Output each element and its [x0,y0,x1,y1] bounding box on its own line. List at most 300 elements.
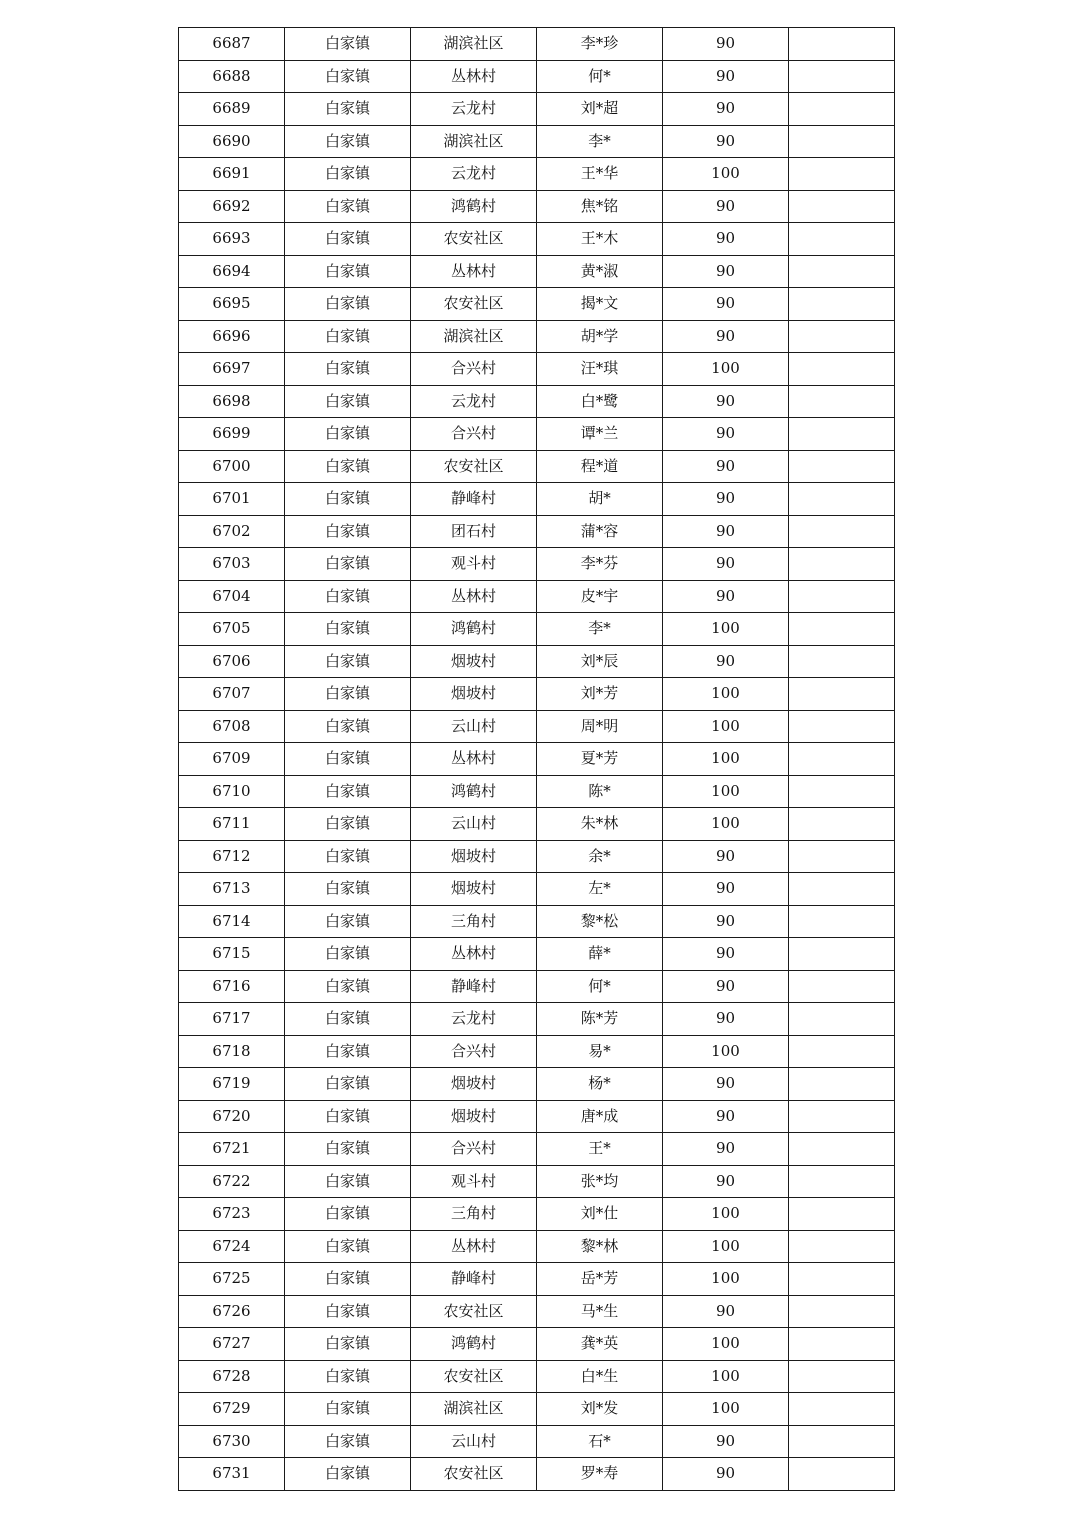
village-cell: 鸿鹤村 [411,190,537,223]
name-cell: 白*生 [537,1360,663,1393]
score-cell: 90 [663,255,789,288]
score-cell: 90 [663,580,789,613]
row-number-cell: 6702 [179,515,285,548]
score-cell: 100 [663,775,789,808]
score-cell: 100 [663,1035,789,1068]
score-cell: 100 [663,1198,789,1231]
remark-cell [789,28,895,61]
name-cell: 李*芬 [537,548,663,581]
town-cell: 白家镇 [285,158,411,191]
name-cell: 刘*芳 [537,678,663,711]
town-cell: 白家镇 [285,1360,411,1393]
village-cell: 丛林村 [411,743,537,776]
table-row [179,710,895,743]
remark-cell [789,288,895,321]
row-number-cell: 6728 [179,1360,285,1393]
score-cell: 90 [663,418,789,451]
row-number-cell: 6690 [179,125,285,158]
village-cell: 湖滨社区 [411,28,537,61]
row-number-cell: 6701 [179,483,285,516]
name-cell: 杨* [537,1068,663,1101]
name-cell: 朱*林 [537,808,663,841]
remark-cell [789,158,895,191]
remark-cell [789,1295,895,1328]
table-row [179,320,895,353]
village-cell: 丛林村 [411,580,537,613]
score-cell: 100 [663,678,789,711]
town-cell: 白家镇 [285,320,411,353]
name-cell: 陈*芳 [537,1003,663,1036]
village-cell: 观斗村 [411,1165,537,1198]
score-cell: 90 [663,28,789,61]
town-cell: 白家镇 [285,970,411,1003]
table-row [179,580,895,613]
village-cell: 丛林村 [411,938,537,971]
remark-cell [789,1003,895,1036]
score-cell: 90 [663,1165,789,1198]
row-number-cell: 6713 [179,873,285,906]
village-cell: 静峰村 [411,483,537,516]
town-cell: 白家镇 [285,1133,411,1166]
remark-cell [789,1068,895,1101]
row-number-cell: 6710 [179,775,285,808]
town-cell: 白家镇 [285,1263,411,1296]
score-cell: 100 [663,1360,789,1393]
row-number-cell: 6725 [179,1263,285,1296]
name-cell: 王*华 [537,158,663,191]
village-cell: 观斗村 [411,548,537,581]
row-number-cell: 6703 [179,548,285,581]
row-number-cell: 6717 [179,1003,285,1036]
remark-cell [789,710,895,743]
score-cell: 90 [663,1295,789,1328]
town-cell: 白家镇 [285,93,411,126]
remark-cell [789,1393,895,1426]
score-cell: 100 [663,158,789,191]
roster-table-body [179,28,895,1491]
town-cell: 白家镇 [285,1328,411,1361]
town-cell: 白家镇 [285,1068,411,1101]
remark-cell [789,1425,895,1458]
name-cell: 唐*成 [537,1100,663,1133]
remark-cell [789,450,895,483]
remark-cell [789,775,895,808]
village-cell: 云山村 [411,710,537,743]
town-cell: 白家镇 [285,938,411,971]
town-cell: 白家镇 [285,678,411,711]
name-cell: 何* [537,970,663,1003]
score-cell: 90 [663,60,789,93]
name-cell: 揭*文 [537,288,663,321]
score-cell: 100 [663,1393,789,1426]
village-cell: 云龙村 [411,385,537,418]
row-number-cell: 6689 [179,93,285,126]
score-cell: 90 [663,515,789,548]
score-cell: 90 [663,223,789,256]
name-cell: 李*珍 [537,28,663,61]
score-cell: 90 [663,483,789,516]
score-cell: 100 [663,613,789,646]
row-number-cell: 6730 [179,1425,285,1458]
town-cell: 白家镇 [285,548,411,581]
village-cell: 合兴村 [411,353,537,386]
table-row [179,353,895,386]
remark-cell [789,255,895,288]
village-cell: 农安社区 [411,1360,537,1393]
table-row [179,125,895,158]
village-cell: 农安社区 [411,288,537,321]
table-row [179,775,895,808]
remark-cell [789,385,895,418]
score-cell: 100 [663,710,789,743]
score-cell: 100 [663,743,789,776]
town-cell: 白家镇 [285,1295,411,1328]
row-number-cell: 6722 [179,1165,285,1198]
town-cell: 白家镇 [285,483,411,516]
table-row [179,1003,895,1036]
name-cell: 何* [537,60,663,93]
name-cell: 程*道 [537,450,663,483]
village-cell: 农安社区 [411,450,537,483]
table-row [179,873,895,906]
name-cell: 岳*芳 [537,1263,663,1296]
table-row [179,418,895,451]
town-cell: 白家镇 [285,418,411,451]
table-row [179,1230,895,1263]
village-cell: 湖滨社区 [411,125,537,158]
town-cell: 白家镇 [285,385,411,418]
village-cell: 农安社区 [411,1295,537,1328]
village-cell: 三角村 [411,905,537,938]
table-row [179,645,895,678]
table-row [179,743,895,776]
row-number-cell: 6695 [179,288,285,321]
village-cell: 团石村 [411,515,537,548]
score-cell: 90 [663,905,789,938]
village-cell: 三角村 [411,1198,537,1231]
village-cell: 烟坡村 [411,840,537,873]
table-row [179,190,895,223]
remark-cell [789,1100,895,1133]
row-number-cell: 6724 [179,1230,285,1263]
table-row [179,223,895,256]
name-cell: 王* [537,1133,663,1166]
village-cell: 农安社区 [411,1458,537,1491]
table-row [179,255,895,288]
remark-cell [789,320,895,353]
town-cell: 白家镇 [285,515,411,548]
remark-cell [789,1165,895,1198]
village-cell: 烟坡村 [411,1100,537,1133]
town-cell: 白家镇 [285,613,411,646]
name-cell: 余* [537,840,663,873]
row-number-cell: 6718 [179,1035,285,1068]
table-row [179,1133,895,1166]
village-cell: 鸿鹤村 [411,775,537,808]
table-row [179,1100,895,1133]
row-number-cell: 6712 [179,840,285,873]
town-cell: 白家镇 [285,1035,411,1068]
remark-cell [789,93,895,126]
name-cell: 陈* [537,775,663,808]
village-cell: 静峰村 [411,1263,537,1296]
remark-cell [789,1328,895,1361]
table-row [179,678,895,711]
row-number-cell: 6708 [179,710,285,743]
row-number-cell: 6699 [179,418,285,451]
remark-cell [789,1133,895,1166]
village-cell: 云山村 [411,1425,537,1458]
name-cell: 罗*寿 [537,1458,663,1491]
town-cell: 白家镇 [285,580,411,613]
row-number-cell: 6697 [179,353,285,386]
score-cell: 90 [663,1425,789,1458]
row-number-cell: 6707 [179,678,285,711]
village-cell: 丛林村 [411,1230,537,1263]
remark-cell [789,515,895,548]
name-cell: 蒲*容 [537,515,663,548]
table-row [179,1068,895,1101]
remark-cell [789,1230,895,1263]
row-number-cell: 6727 [179,1328,285,1361]
town-cell: 白家镇 [285,28,411,61]
town-cell: 白家镇 [285,710,411,743]
remark-cell [789,1263,895,1296]
village-cell: 合兴村 [411,1035,537,1068]
table-row [179,450,895,483]
score-cell: 90 [663,645,789,678]
village-cell: 湖滨社区 [411,1393,537,1426]
remark-cell [789,970,895,1003]
score-cell: 90 [663,873,789,906]
remark-cell [789,190,895,223]
row-number-cell: 6704 [179,580,285,613]
score-cell: 90 [663,548,789,581]
remark-cell [789,808,895,841]
table-row [179,93,895,126]
score-cell: 90 [663,840,789,873]
name-cell: 周*明 [537,710,663,743]
name-cell: 胡*学 [537,320,663,353]
town-cell: 白家镇 [285,1198,411,1231]
table-row [179,548,895,581]
name-cell: 焦*铭 [537,190,663,223]
remark-cell [789,223,895,256]
town-cell: 白家镇 [285,60,411,93]
table-row [179,1425,895,1458]
remark-cell [789,60,895,93]
score-cell: 90 [663,938,789,971]
table-row [179,1360,895,1393]
remark-cell [789,548,895,581]
row-number-cell: 6691 [179,158,285,191]
row-number-cell: 6709 [179,743,285,776]
score-cell: 90 [663,1133,789,1166]
remark-cell [789,938,895,971]
row-number-cell: 6721 [179,1133,285,1166]
score-cell: 100 [663,353,789,386]
score-cell: 90 [663,1100,789,1133]
town-cell: 白家镇 [285,1230,411,1263]
table-row [179,1165,895,1198]
village-cell: 烟坡村 [411,678,537,711]
score-cell: 90 [663,1458,789,1491]
remark-cell [789,840,895,873]
town-cell: 白家镇 [285,125,411,158]
row-number-cell: 6698 [179,385,285,418]
row-number-cell: 6705 [179,613,285,646]
name-cell: 刘*发 [537,1393,663,1426]
town-cell: 白家镇 [285,1165,411,1198]
remark-cell [789,1035,895,1068]
table-row [179,28,895,61]
remark-cell [789,580,895,613]
name-cell: 易* [537,1035,663,1068]
name-cell: 汪*琪 [537,353,663,386]
village-cell: 静峰村 [411,970,537,1003]
village-cell: 云龙村 [411,1003,537,1036]
row-number-cell: 6688 [179,60,285,93]
row-number-cell: 6714 [179,905,285,938]
score-cell: 90 [663,970,789,1003]
village-cell: 合兴村 [411,1133,537,1166]
table-row [179,60,895,93]
remark-cell [789,1458,895,1491]
table-row [179,1295,895,1328]
town-cell: 白家镇 [285,808,411,841]
remark-cell [789,483,895,516]
table-row [179,808,895,841]
remark-cell [789,125,895,158]
town-cell: 白家镇 [285,1393,411,1426]
town-cell: 白家镇 [285,905,411,938]
row-number-cell: 6719 [179,1068,285,1101]
village-cell: 合兴村 [411,418,537,451]
score-cell: 90 [663,450,789,483]
town-cell: 白家镇 [285,190,411,223]
remark-cell [789,418,895,451]
name-cell: 白*鹭 [537,385,663,418]
row-number-cell: 6694 [179,255,285,288]
table-row [179,905,895,938]
table-row [179,1393,895,1426]
score-cell: 100 [663,1263,789,1296]
town-cell: 白家镇 [285,743,411,776]
score-cell: 90 [663,93,789,126]
remark-cell [789,613,895,646]
table-row [179,385,895,418]
town-cell: 白家镇 [285,1100,411,1133]
table-row [179,1328,895,1361]
name-cell: 刘*仕 [537,1198,663,1231]
name-cell: 张*均 [537,1165,663,1198]
village-cell: 丛林村 [411,60,537,93]
score-cell: 100 [663,1328,789,1361]
score-cell: 90 [663,190,789,223]
remark-cell [789,353,895,386]
remark-cell [789,905,895,938]
row-number-cell: 6720 [179,1100,285,1133]
row-number-cell: 6723 [179,1198,285,1231]
town-cell: 白家镇 [285,255,411,288]
village-cell: 云龙村 [411,158,537,191]
remark-cell [789,1360,895,1393]
remark-cell [789,1198,895,1231]
remark-cell [789,873,895,906]
village-cell: 湖滨社区 [411,320,537,353]
town-cell: 白家镇 [285,873,411,906]
village-cell: 农安社区 [411,223,537,256]
row-number-cell: 6706 [179,645,285,678]
row-number-cell: 6696 [179,320,285,353]
name-cell: 薛* [537,938,663,971]
name-cell: 黎*松 [537,905,663,938]
name-cell: 王*木 [537,223,663,256]
table-row [179,613,895,646]
roster-table [178,27,895,1491]
row-number-cell: 6729 [179,1393,285,1426]
score-cell: 90 [663,288,789,321]
score-cell: 90 [663,1068,789,1101]
village-cell: 鸿鹤村 [411,1328,537,1361]
village-cell: 云龙村 [411,93,537,126]
score-cell: 90 [663,385,789,418]
remark-cell [789,645,895,678]
table-row [179,1035,895,1068]
table-row [179,1198,895,1231]
name-cell: 李* [537,125,663,158]
town-cell: 白家镇 [285,1003,411,1036]
name-cell: 左* [537,873,663,906]
roster-table-container [178,27,895,1491]
name-cell: 龚*英 [537,1328,663,1361]
town-cell: 白家镇 [285,353,411,386]
name-cell: 胡* [537,483,663,516]
table-row [179,938,895,971]
row-number-cell: 6731 [179,1458,285,1491]
score-cell: 90 [663,320,789,353]
village-cell: 烟坡村 [411,873,537,906]
town-cell: 白家镇 [285,840,411,873]
score-cell: 100 [663,808,789,841]
row-number-cell: 6726 [179,1295,285,1328]
row-number-cell: 6693 [179,223,285,256]
name-cell: 夏*芳 [537,743,663,776]
town-cell: 白家镇 [285,1425,411,1458]
town-cell: 白家镇 [285,645,411,678]
town-cell: 白家镇 [285,775,411,808]
table-row [179,1263,895,1296]
table-row [179,1458,895,1491]
village-cell: 丛林村 [411,255,537,288]
row-number-cell: 6700 [179,450,285,483]
village-cell: 云山村 [411,808,537,841]
village-cell: 烟坡村 [411,645,537,678]
name-cell: 黄*淑 [537,255,663,288]
table-row [179,840,895,873]
village-cell: 鸿鹤村 [411,613,537,646]
score-cell: 90 [663,1003,789,1036]
table-row [179,515,895,548]
row-number-cell: 6687 [179,28,285,61]
remark-cell [789,678,895,711]
name-cell: 谭*兰 [537,418,663,451]
remark-cell [789,743,895,776]
score-cell: 90 [663,125,789,158]
table-row [179,288,895,321]
name-cell: 李* [537,613,663,646]
name-cell: 皮*宇 [537,580,663,613]
